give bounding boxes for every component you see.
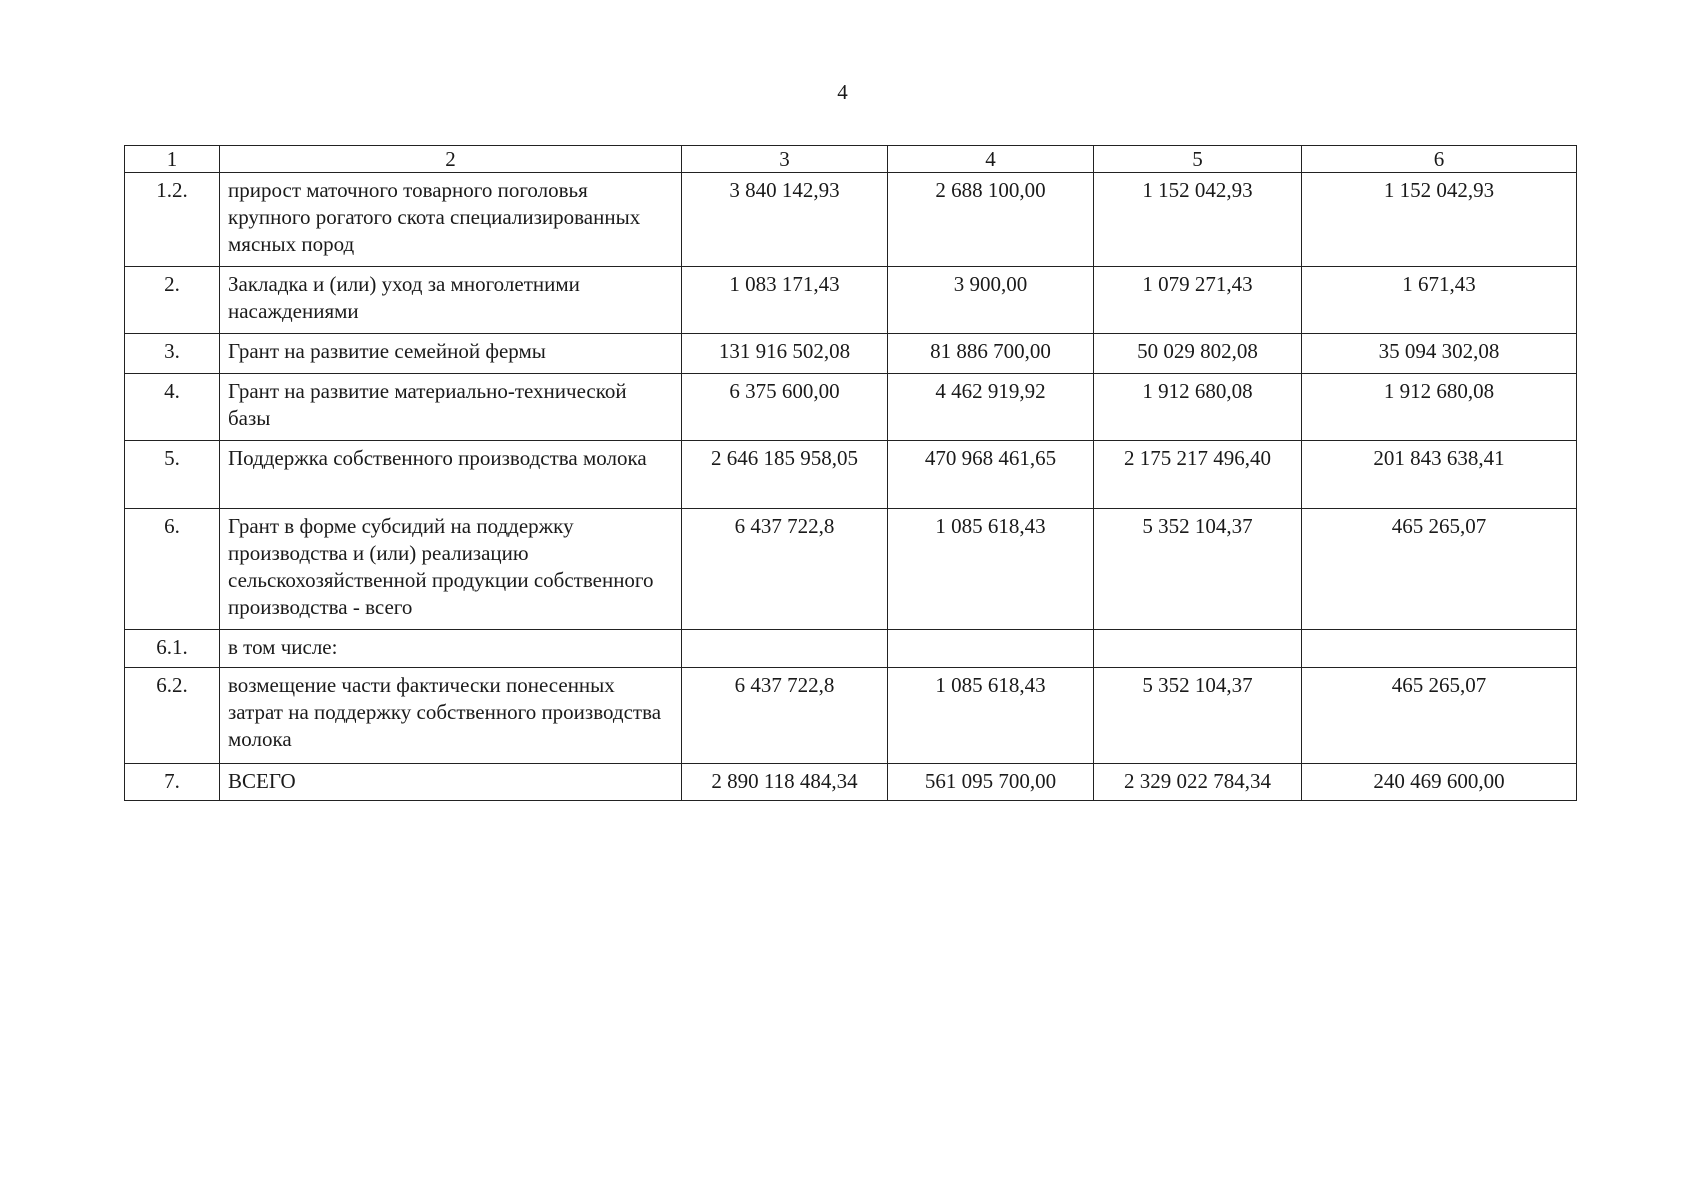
value-col5: 50 029 802,08	[1094, 334, 1302, 374]
value-col6: 1 152 042,93	[1302, 173, 1577, 267]
column-header: 3	[682, 146, 888, 173]
value-col4: 2 688 100,00	[888, 173, 1094, 267]
value-col5	[1094, 630, 1302, 668]
value-col5: 1 152 042,93	[1094, 173, 1302, 267]
row-name: возмещение части фактически понесенных затрат на поддержку собственного производства молока	[220, 668, 682, 764]
value-col6: 1 912 680,08	[1302, 374, 1577, 441]
table-row	[125, 509, 1577, 630]
row-number: 4.	[125, 374, 220, 441]
row-number: 6.2.	[125, 668, 220, 764]
value-col6: 465 265,07	[1302, 668, 1577, 764]
value-col3: 1 083 171,43	[682, 267, 888, 334]
value-col4: 3 900,00	[888, 267, 1094, 334]
value-col6: 201 843 638,41	[1302, 441, 1577, 509]
value-col4: 1 085 618,43	[888, 509, 1094, 630]
value-col3: 2 646 185 958,05	[682, 441, 888, 509]
value-col6: 35 094 302,08	[1302, 334, 1577, 374]
value-col3	[682, 630, 888, 668]
row-number: 6.1.	[125, 630, 220, 668]
row-name: Закладка и (или) уход за многолетними насаждениями	[220, 267, 682, 334]
value-col5: 5 352 104,37	[1094, 509, 1302, 630]
table-row	[125, 374, 1577, 441]
row-number: 3.	[125, 334, 220, 374]
value-col6: 1 671,43	[1302, 267, 1577, 334]
row-name: Грант в форме субсидий на поддержку производства и (или) реализацию сельскохозяйственной продукции собственного производства - всего	[220, 509, 682, 630]
row-number: 5.	[125, 441, 220, 509]
row-name: Грант на развитие материально-технической базы	[220, 374, 682, 441]
column-header: 5	[1094, 146, 1302, 173]
row-number: 6.	[125, 509, 220, 630]
table-header-row	[125, 146, 1577, 173]
row-number: 1.2.	[125, 173, 220, 267]
table-row	[125, 630, 1577, 668]
value-col4: 81 886 700,00	[888, 334, 1094, 374]
table-row	[125, 173, 1577, 267]
column-header: 2	[220, 146, 682, 173]
value-col4: 4 462 919,92	[888, 374, 1094, 441]
table-row	[125, 441, 1577, 509]
value-col4: 1 085 618,43	[888, 668, 1094, 764]
value-col5: 2 329 022 784,34	[1094, 764, 1302, 801]
row-name: Грант на развитие семейной фермы	[220, 334, 682, 374]
page-number: 4	[837, 80, 848, 104]
column-header: 6	[1302, 146, 1577, 173]
budget-table	[124, 145, 1577, 801]
row-number: 7.	[125, 764, 220, 801]
value-col6	[1302, 630, 1577, 668]
value-col3: 131 916 502,08	[682, 334, 888, 374]
value-col5: 1 912 680,08	[1094, 374, 1302, 441]
table-row	[125, 267, 1577, 334]
row-number: 2.	[125, 267, 220, 334]
value-col4: 470 968 461,65	[888, 441, 1094, 509]
value-col3: 2 890 118 484,34	[682, 764, 888, 801]
value-col5: 5 352 104,37	[1094, 668, 1302, 764]
row-name: прирост маточного товарного поголовья крупного рогатого скота специализированных мясных пород	[220, 173, 682, 267]
table-row	[125, 764, 1577, 801]
table-row	[125, 334, 1577, 374]
value-col5: 1 079 271,43	[1094, 267, 1302, 334]
value-col3: 6 375 600,00	[682, 374, 888, 441]
value-col5: 2 175 217 496,40	[1094, 441, 1302, 509]
row-name: ВСЕГО	[220, 764, 682, 801]
table-row	[125, 668, 1577, 764]
value-col3: 6 437 722,8	[682, 509, 888, 630]
value-col6: 465 265,07	[1302, 509, 1577, 630]
value-col4: 561 095 700,00	[888, 764, 1094, 801]
column-header: 4	[888, 146, 1094, 173]
row-name: Поддержка собственного производства молока	[220, 441, 682, 509]
value-col6: 240 469 600,00	[1302, 764, 1577, 801]
value-col4	[888, 630, 1094, 668]
value-col3: 6 437 722,8	[682, 668, 888, 764]
column-header: 1	[125, 146, 220, 173]
value-col3: 3 840 142,93	[682, 173, 888, 267]
row-name: в том числе:	[220, 630, 682, 668]
